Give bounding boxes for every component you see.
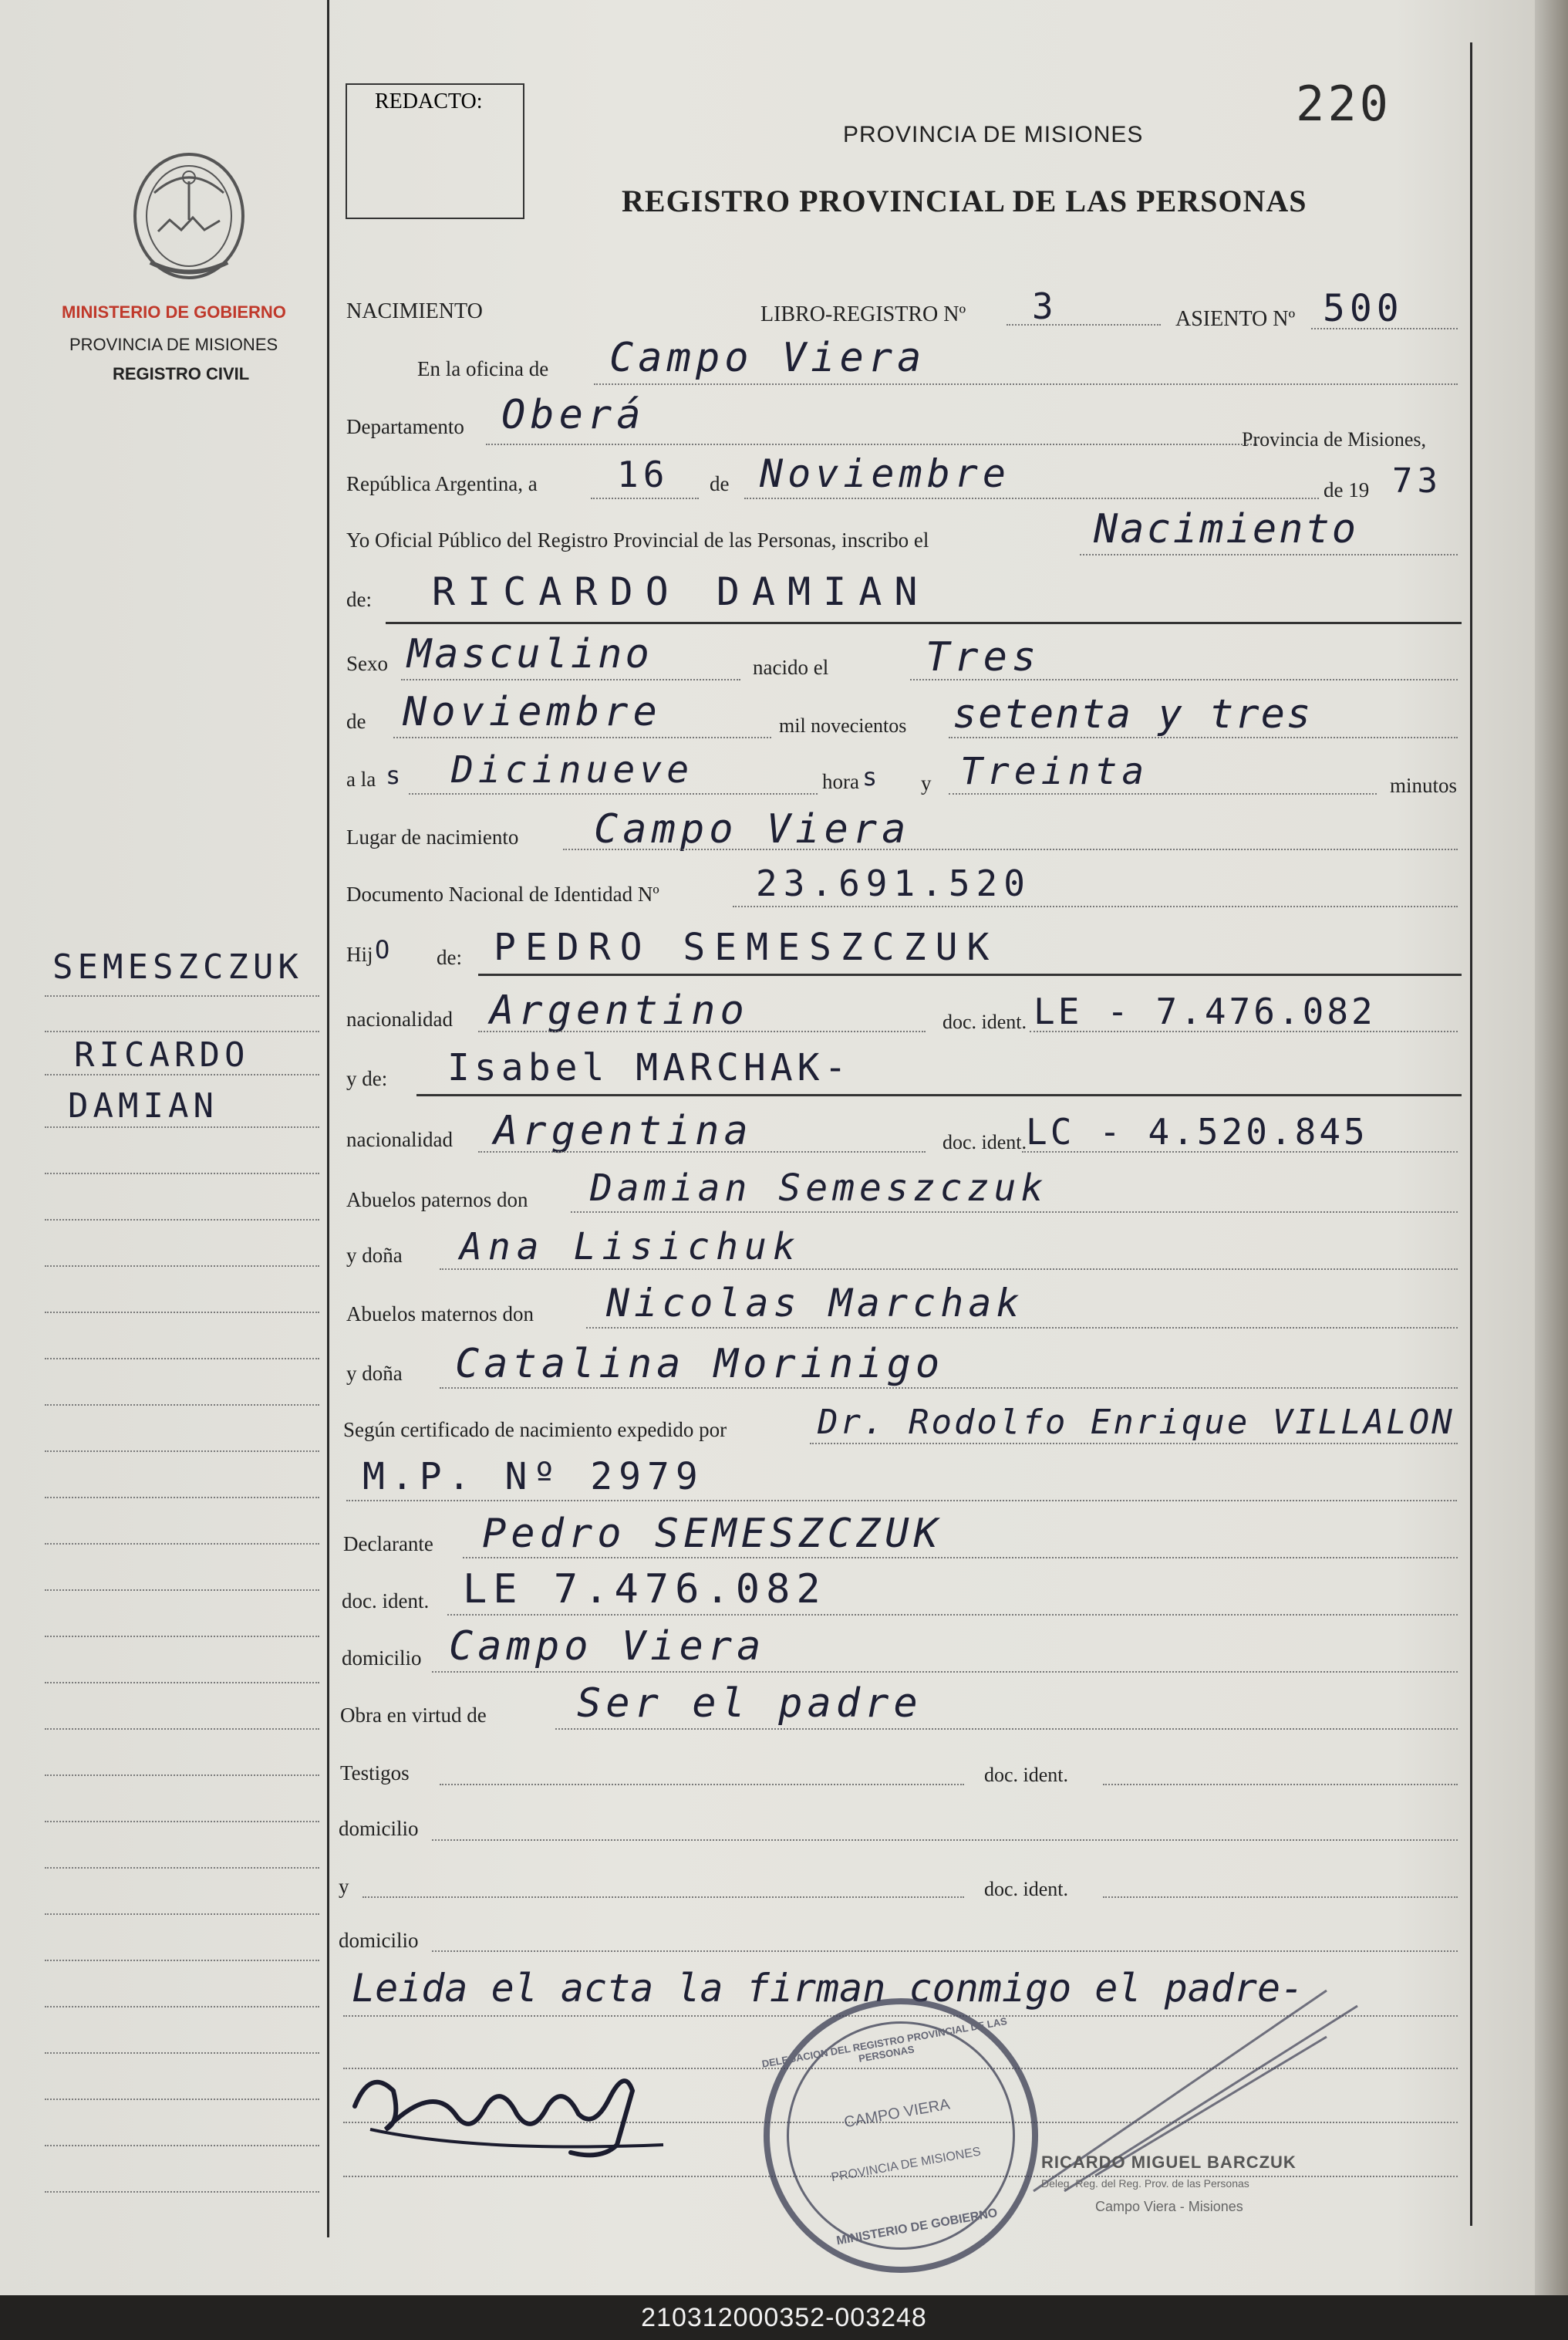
- value-dni: 23.691.520: [756, 863, 1031, 904]
- value-abuela-m: Catalina Morinigo: [455, 1341, 945, 1387]
- official-stamp-line1: RICARDO MIGUEL BARCZUK: [1041, 2153, 1297, 2172]
- label-domicilio-t1: domicilio: [339, 1817, 419, 1840]
- value-dia: 16: [617, 454, 669, 495]
- margin-line: [45, 1031, 319, 1032]
- margin-line: [45, 1728, 319, 1730]
- margin-line: [45, 1913, 319, 1915]
- line-hora: [409, 793, 818, 795]
- value-declarante: Pedro SEMESZCZUK: [482, 1511, 942, 1557]
- label-doc-declarante: doc. ident.: [342, 1589, 430, 1612]
- value-anio-letras: setenta y tres: [953, 691, 1313, 738]
- margin-line: [45, 1774, 319, 1776]
- margin-line: [45, 1450, 319, 1452]
- stamp-ring-bottom: MINISTERIO DE GOBIERNO: [835, 2206, 999, 2248]
- label-segun: Según certificado de nacimiento expedido por: [343, 1418, 727, 1441]
- line-madre: [416, 1094, 1462, 1096]
- ministry-line3: REGISTRO CIVIL: [113, 364, 250, 383]
- margin-line: [45, 1074, 319, 1075]
- margin-note-middlename: DAMIAN: [68, 1086, 218, 1126]
- line-domicilio-t2: [432, 1950, 1458, 1952]
- line-doc-madre: [1022, 1151, 1458, 1153]
- value-mes-nac: Noviembre: [403, 689, 662, 735]
- line-minutos: [949, 793, 1377, 795]
- value-domicilio: Campo Viera: [449, 1623, 766, 1670]
- label-testigo2-doc: doc. ident.: [984, 1878, 1069, 1900]
- margin-line: [45, 1312, 319, 1313]
- line-testigos: [440, 1784, 964, 1785]
- line-doc-declarante: [447, 1614, 1458, 1616]
- margin-line: [45, 1173, 319, 1174]
- value-hij-suffix: O: [375, 935, 395, 964]
- official-stamp-line2: Deleg. Reg. del Reg. Prov. de las Personas: [1041, 2177, 1249, 2190]
- line-declarante: [463, 1557, 1458, 1558]
- margin-line: [45, 1960, 319, 1961]
- value-doc-madre: LC - 4.520.845: [1026, 1111, 1368, 1153]
- label-mil: mil novecientos: [779, 714, 907, 737]
- line-nac-padre: [478, 1031, 926, 1032]
- label-y-dona-m: y doña: [346, 1362, 403, 1385]
- line-asiento: [1311, 328, 1458, 329]
- label-minutos: minutos: [1390, 774, 1458, 797]
- line-mes-nac: [393, 737, 771, 738]
- value-abuelo-m: Nicolas Marchak: [606, 1281, 1024, 1325]
- label-de-19: de 19: [1324, 478, 1370, 501]
- value-doc-declarante: LE 7.476.082: [463, 1566, 827, 1612]
- label-oficina: En la oficina de: [417, 357, 549, 380]
- official-stamp-line3: Campo Viera - Misiones: [1095, 2199, 1243, 2214]
- label-de-padre: de:: [437, 946, 462, 969]
- value-madre: Isabel MARCHAK-: [447, 1046, 851, 1089]
- margin-line: [45, 995, 319, 997]
- label-abuelos-m: Abuelos maternos don: [346, 1302, 534, 1325]
- line-certificado: [810, 1443, 1458, 1444]
- ministry-line2: PROVINCIA DE MISIONES: [69, 335, 278, 354]
- label-asiento: ASIENTO Nº: [1175, 307, 1296, 331]
- label-domicilio-t2: domicilio: [339, 1929, 419, 1952]
- line-abuelo-m: [586, 1327, 1458, 1329]
- label-obra: Obra en virtud de: [340, 1704, 487, 1727]
- label-y-de-madre: y de:: [346, 1067, 388, 1090]
- line-nacido: [910, 679, 1458, 680]
- label-a-la: a la: [346, 768, 376, 791]
- value-abuela-p: Ana Lisichuk: [460, 1225, 801, 1268]
- line-lugar: [563, 849, 1458, 850]
- label-doc-padre: doc. ident.: [942, 1011, 1027, 1033]
- value-hora: Dicinueve: [451, 748, 694, 792]
- stamp-center1: CAMPO VIERA: [842, 2095, 952, 2132]
- declarant-signature: [339, 2037, 694, 2168]
- label-oficial: Yo Oficial Público del Registro Provincial de las Personas, inscribo el: [346, 528, 929, 552]
- value-certificado: Dr. Rodolfo Enrique VILLALON: [818, 1403, 1455, 1442]
- label-testigos: Testigos: [340, 1761, 410, 1785]
- value-obra: Ser el padre: [577, 1680, 922, 1727]
- value-nac-madre: Argentina: [494, 1108, 753, 1154]
- label-de-mes: de: [710, 472, 730, 495]
- margin-line: [45, 2099, 319, 2100]
- margin-line: [45, 1682, 319, 1683]
- value-doc-padre: LE - 7.476.082: [1034, 991, 1376, 1032]
- value-minutos: Treinta: [960, 750, 1149, 793]
- stamp-ring-top: DELEGACION DEL REGISTRO PROVINCIAL DE LAS PERSONAS: [760, 2014, 1008, 2070]
- label-de-mesnac: de: [346, 710, 366, 733]
- label-y-dona-p: y doña: [346, 1244, 403, 1267]
- value-acto: Nacimiento: [1094, 506, 1359, 552]
- footer-image-id: 210312000352-003248: [641, 2303, 927, 2332]
- value-padre: PEDRO SEMESZCZUK: [494, 926, 999, 969]
- margin-line: [45, 1821, 319, 1822]
- line-mes: [744, 498, 1319, 499]
- margin-line: [45, 2006, 319, 2007]
- margin-line: [45, 1543, 319, 1545]
- value-lugar: Campo Viera: [594, 806, 911, 853]
- value-anio: 73: [1392, 461, 1442, 501]
- margin-line: [45, 2052, 319, 2054]
- value-a-la-suffix: s: [386, 761, 406, 790]
- line-domicilio: [432, 1671, 1458, 1673]
- line-sexo: [401, 679, 740, 680]
- value-abuelo-p: Damian Semeszczuk: [590, 1167, 1048, 1210]
- label-declarante: Declarante: [343, 1532, 433, 1555]
- label-y-min: y: [921, 772, 932, 795]
- line-doc-padre: [1030, 1031, 1458, 1032]
- line-testigo2: [362, 1896, 964, 1898]
- margin-line: [45, 1219, 319, 1221]
- margin-line: [45, 2145, 319, 2146]
- label-lugar: Lugar de nacimiento: [346, 826, 519, 849]
- label-domicilio: domicilio: [342, 1646, 422, 1670]
- margin-line: [45, 1265, 319, 1267]
- line-testigos-doc: [1103, 1784, 1458, 1785]
- value-mes: Noviembre: [760, 451, 1010, 496]
- line-dia: [591, 498, 699, 499]
- line-nombre: [386, 622, 1462, 624]
- margin-line: [45, 1636, 319, 1637]
- line-nac-madre: [478, 1151, 926, 1153]
- label-sexo: Sexo: [346, 652, 388, 675]
- line-domicilio-t1: [432, 1839, 1458, 1841]
- label-nacido: nacido el: [753, 656, 829, 679]
- line-certificado2: [346, 1500, 1457, 1501]
- value-horas-suffix: s: [862, 762, 882, 792]
- value-oficina: Campo Viera: [609, 335, 926, 381]
- value-libro: 3: [1032, 285, 1058, 327]
- margin-line: [45, 1358, 319, 1359]
- page-edge: [1535, 0, 1568, 2295]
- margin-line: [45, 2191, 319, 2193]
- ministry-line1: MINISTERIO DE GOBIERNO: [62, 302, 286, 322]
- value-nac-padre: Argentino: [490, 988, 749, 1034]
- label-nac-madre: nacionalidad: [346, 1128, 453, 1151]
- label-de-nombre: de:: [346, 588, 372, 611]
- label-nac-padre: nacionalidad: [346, 1008, 453, 1031]
- line-oficina: [594, 383, 1458, 385]
- redacto-box: [346, 83, 524, 219]
- stamp-center2: PROVINCIA DE MISIONES: [830, 2145, 982, 2185]
- margin-line: [45, 1867, 319, 1869]
- label-libro: LIBRO-REGISTRO Nº: [760, 302, 966, 326]
- margin-note-surname: SEMESZCZUK: [52, 947, 303, 987]
- redacto-label: REDACTO:: [375, 89, 483, 113]
- label-horas: hora: [822, 770, 859, 793]
- closing-statement: Leida el acta la firman conmigo el padre-: [352, 1966, 1304, 2011]
- provincial-coat-of-arms: [123, 147, 255, 285]
- line-abuela-p: [440, 1268, 1458, 1270]
- value-nacido: Tres: [926, 634, 1041, 680]
- value-departamento: Oberá: [501, 392, 646, 438]
- line-testigo2-doc: [1103, 1896, 1458, 1898]
- line-anio-letras: [949, 737, 1458, 738]
- value-certificado-mp: M.P. Nº 2979: [362, 1455, 704, 1498]
- line-obra: [555, 1728, 1458, 1730]
- left-column-divider: [327, 0, 329, 2237]
- line-dni: [733, 906, 1458, 907]
- line-libro: [1007, 324, 1161, 326]
- margin-line: [45, 1497, 319, 1498]
- label-abuelos-p: Abuelos paternos don: [346, 1188, 528, 1211]
- margin-note-firstname: RICARDO: [74, 1035, 250, 1075]
- label-testigos-doc: doc. ident.: [984, 1764, 1069, 1786]
- label-y-testigo2: y: [339, 1875, 349, 1898]
- page-number: 220: [1296, 76, 1391, 132]
- label-republica: República Argentina, a: [346, 472, 538, 495]
- line-acto: [1080, 554, 1458, 555]
- label-provincia: Provincia de Misiones,: [1242, 428, 1427, 451]
- line-abuela-m: [440, 1387, 1458, 1389]
- label-dni: Documento Nacional de Identidad Nº: [346, 883, 659, 906]
- value-asiento: 500: [1323, 287, 1404, 330]
- value-sexo: Masculino: [407, 631, 652, 677]
- margin-line: [45, 1404, 319, 1406]
- label-departamento: Departamento: [346, 415, 464, 438]
- header-registry: REGISTRO PROVINCIAL DE LAS PERSONAS: [622, 184, 1307, 218]
- value-nombre: RICARDO DAMIAN: [432, 569, 930, 614]
- line-departamento: [486, 444, 1257, 445]
- label-nacimiento: NACIMIENTO: [346, 299, 483, 323]
- label-hij: Hij: [346, 943, 373, 966]
- right-border-line: [1470, 42, 1472, 2226]
- margin-line: [45, 1589, 319, 1591]
- label-doc-madre: doc. ident.: [942, 1131, 1027, 1153]
- header-province: PROVINCIA DE MISIONES: [843, 122, 1144, 147]
- line-abuelo-p: [571, 1211, 1458, 1213]
- margin-line: [45, 1126, 319, 1128]
- line-padre: [478, 974, 1462, 976]
